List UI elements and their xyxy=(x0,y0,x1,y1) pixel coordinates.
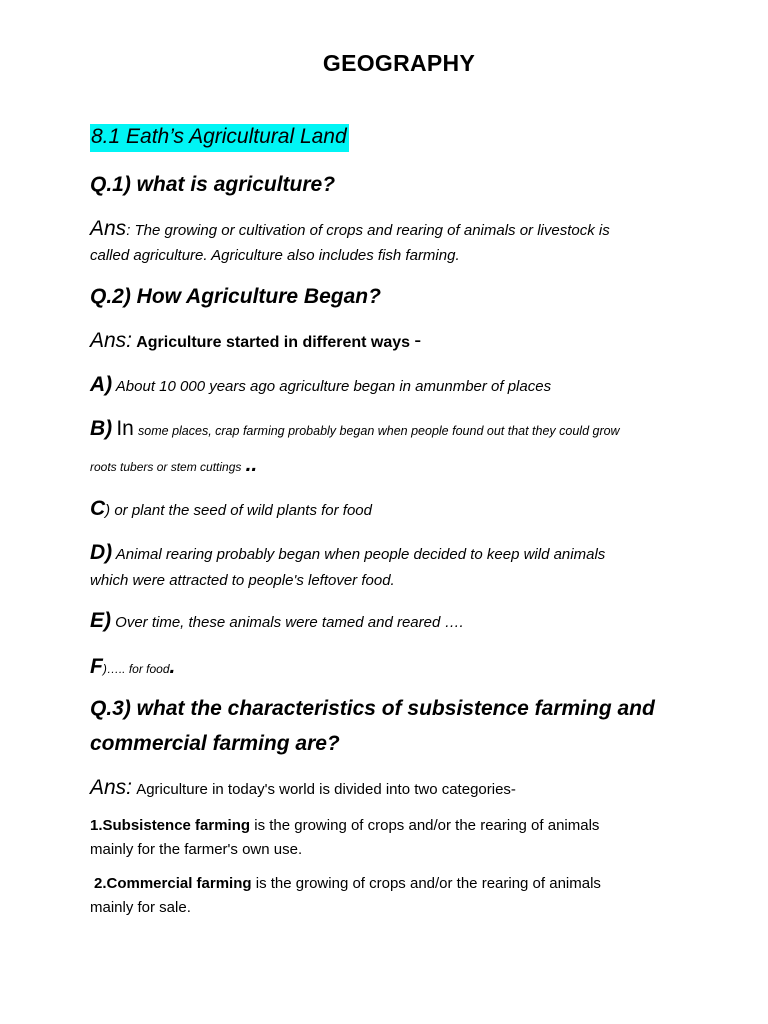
item-text: Over time, these animals were tamed and reared …. xyxy=(115,614,464,631)
category-text: is the growing of crops and/or the rearing of animals xyxy=(254,817,600,834)
category-line-1 xyxy=(90,814,650,838)
question-2: Q.2) How Agriculture Began? xyxy=(90,285,381,308)
item-label: E) xyxy=(90,609,111,632)
category-label: 1.Subsistence farming xyxy=(90,817,251,834)
question-3 xyxy=(90,691,730,761)
item-b-line-2 xyxy=(90,452,670,480)
item-e xyxy=(90,608,670,636)
item-label: B) xyxy=(90,417,113,440)
item-text: ) or plant the seed of wild plants for food xyxy=(105,502,372,519)
item-b-line-1 xyxy=(90,416,670,444)
item-text: )….. for food xyxy=(102,662,170,676)
question-3-line-2: commercial farming are? xyxy=(90,732,340,755)
category-text: is the growing of crops and/or the rearing of animals xyxy=(255,875,601,892)
answer-1-line-2: called agriculture. Agriculture also includes fish farming. xyxy=(90,247,460,264)
item-d-line-2: which were attracted to people's leftover food. xyxy=(90,572,395,589)
answer-label: Ans: xyxy=(90,776,133,799)
section-heading: 8.1 Eath’s Agricultural Land xyxy=(90,124,349,152)
question-3-line-1: Q.3) what the characteristics of subsistence farming and xyxy=(90,697,655,720)
item-text: Animal rearing probably began when people decided to keep wild animals xyxy=(115,546,606,563)
answer-label: Ans: xyxy=(90,329,133,352)
category-line-2: mainly for the farmer's own use. xyxy=(90,841,303,858)
answer-text: Agriculture in today's world is divided into two categories- xyxy=(136,781,516,798)
answer-label: Ans xyxy=(90,217,127,240)
answer-text: : The growing or cultivation of crops and rearing of animals or livestock is xyxy=(126,222,610,239)
item-in: In xyxy=(116,417,134,440)
item-label: C xyxy=(90,497,106,520)
item-label: D) xyxy=(90,541,113,564)
item-dots: .. xyxy=(245,453,258,476)
item-c xyxy=(90,496,670,524)
category-subsistence xyxy=(90,814,650,862)
item-dot: . xyxy=(169,655,176,678)
category-line-2: mainly for sale. xyxy=(90,899,191,916)
item-text: About 10 000 years ago agriculture began in amunmber of places xyxy=(115,378,552,395)
item-text: some places, crap farming probably began when people found out that they could grow xyxy=(138,424,620,438)
item-label: A) xyxy=(90,373,113,396)
category-line-1 xyxy=(94,872,654,896)
answer-text: Agriculture started in different ways xyxy=(136,334,411,351)
answer-3-intro xyxy=(90,775,670,803)
category-commercial xyxy=(90,872,654,920)
answer-1-line-1 xyxy=(90,216,670,244)
item-text: roots tubers or stem cuttings xyxy=(90,460,242,474)
page-title: GEOGRAPHY xyxy=(322,50,476,76)
item-d-line-1 xyxy=(90,540,670,568)
answer-2-intro xyxy=(90,328,670,356)
question-1: Q.1) what is agriculture? xyxy=(90,173,336,196)
category-label: 2.Commercial farming xyxy=(94,875,252,892)
item-label: F xyxy=(90,655,103,678)
item-f xyxy=(90,654,670,682)
item-a xyxy=(90,372,670,400)
answer-dash: - xyxy=(414,329,422,352)
